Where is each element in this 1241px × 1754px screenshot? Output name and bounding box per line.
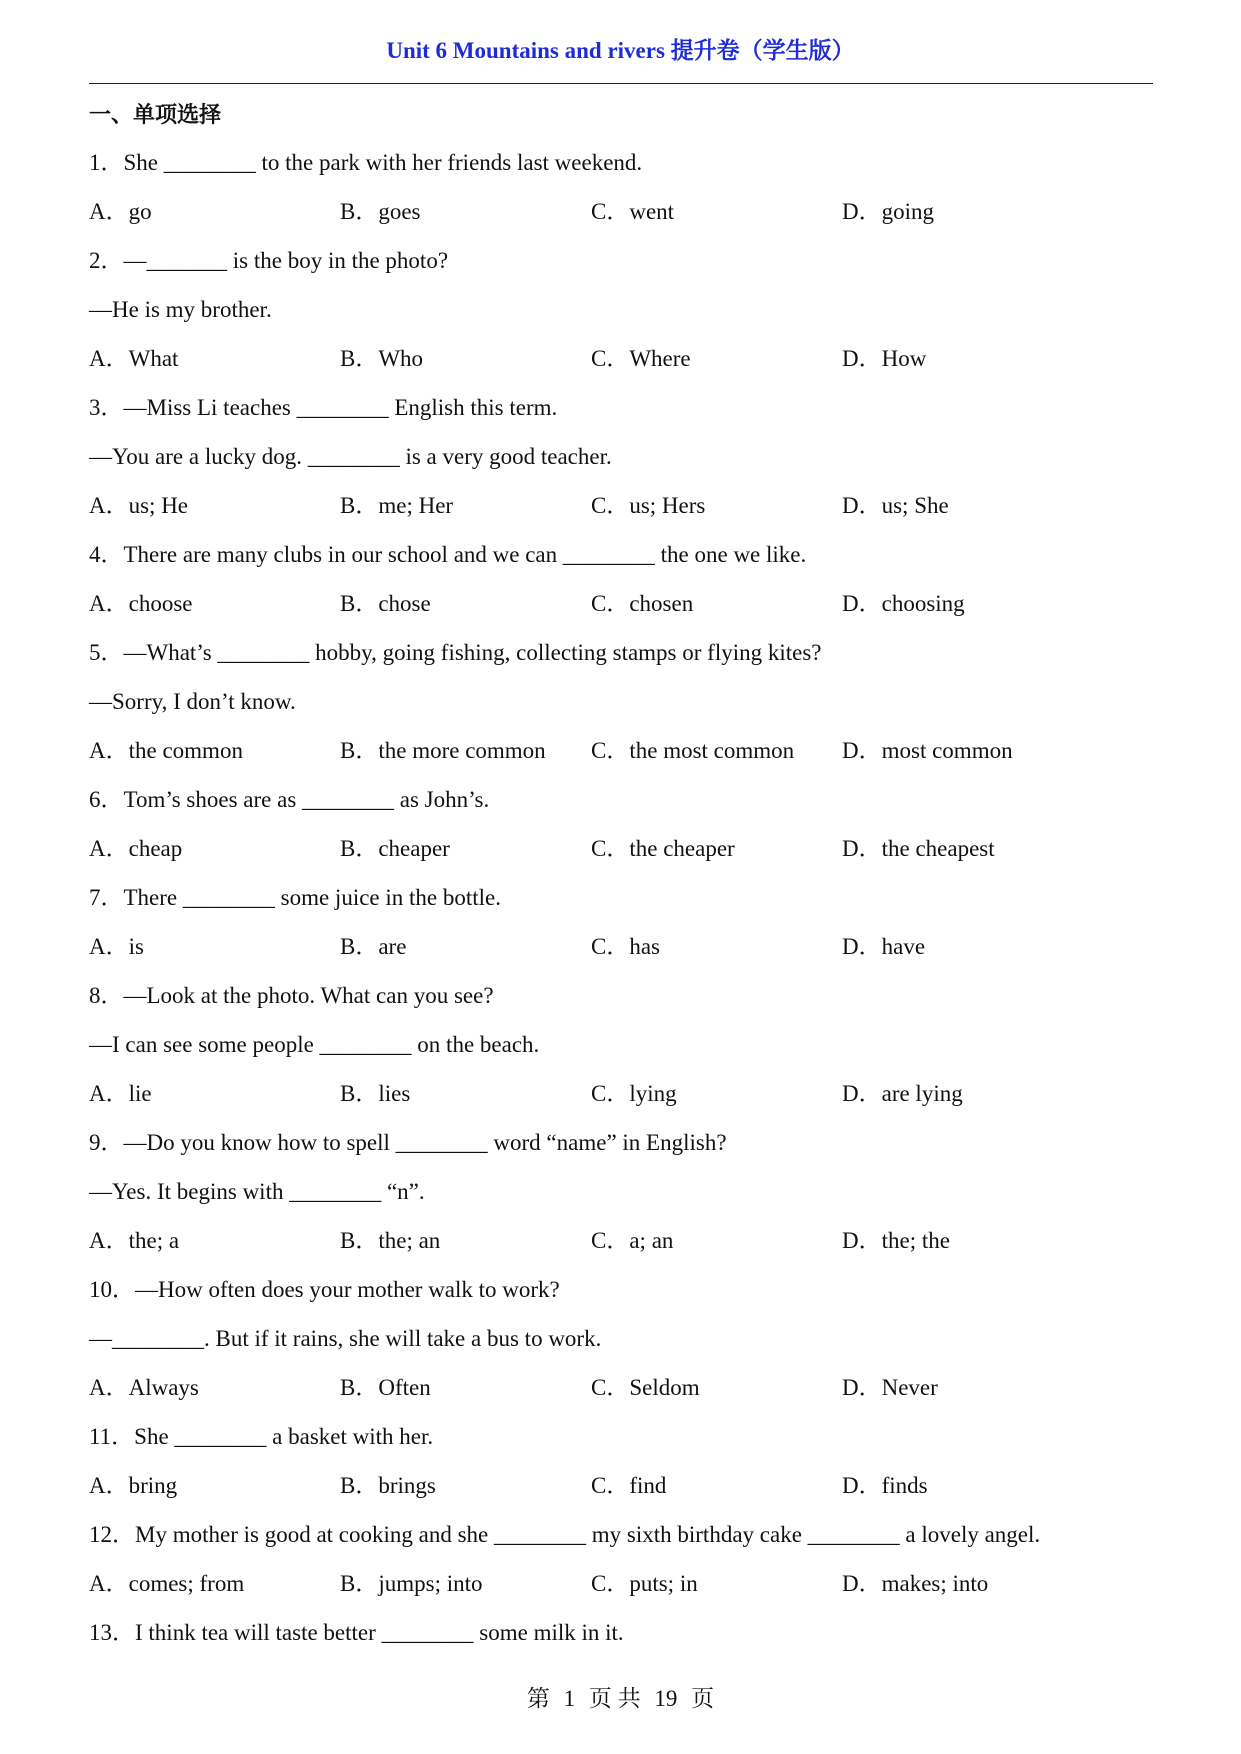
question-stem: 2．—_______ is the boy in the photo? <box>89 248 449 273</box>
question-dialogue-line: —He is my brother. <box>89 297 272 322</box>
answer-option[interactable]: C．lying <box>591 1081 677 1106</box>
answer-option[interactable]: C．has <box>591 934 660 959</box>
question-dialogue-line: —I can see some people ________ on the beach. <box>89 1032 540 1057</box>
answer-options <box>89 1559 1169 1608</box>
answer-option[interactable]: B．brings <box>340 1473 436 1498</box>
answer-option[interactable]: D．us; She <box>842 493 949 518</box>
answer-option[interactable]: C．the cheaper <box>591 836 735 861</box>
question-dialogue-line: —Yes. It begins with ________ “n”. <box>89 1179 425 1204</box>
question <box>89 628 1169 775</box>
footer-suffix: 页 <box>691 1686 715 1711</box>
footer-page-number: 1 <box>563 1686 576 1711</box>
question-stem: 7．There ________ some juice in the bottle. <box>89 885 501 910</box>
answer-option[interactable]: B．chose <box>340 591 431 616</box>
answer-option[interactable]: B．lies <box>340 1081 411 1106</box>
answer-option[interactable]: B．me; Her <box>340 493 454 518</box>
answer-option[interactable]: D．going <box>842 199 934 224</box>
answer-option[interactable]: A．the; a <box>89 1228 180 1253</box>
question-stem: 4．There are many clubs in our school and we can ________ the one we like. <box>89 542 807 567</box>
answer-option[interactable]: C．us; Hers <box>591 493 706 518</box>
answer-option[interactable]: A．Always <box>89 1375 199 1400</box>
question-stem: 5．—What’s ________ hobby, going fishing, collecting stamps or flying kites? <box>89 640 822 665</box>
question <box>89 530 1169 628</box>
answer-option[interactable]: B．the; an <box>340 1228 441 1253</box>
answer-option[interactable]: A．What <box>89 346 179 371</box>
answer-option[interactable]: A．choose <box>89 591 193 616</box>
answer-option[interactable]: D．Never <box>842 1375 938 1400</box>
answer-option[interactable]: C．Where <box>591 346 691 371</box>
answer-options <box>89 726 1169 775</box>
answer-options <box>89 1363 1169 1412</box>
question-stem: 11．She ________ a basket with her. <box>89 1424 434 1449</box>
answer-option[interactable]: A．cheap <box>89 836 183 861</box>
answer-option[interactable]: B．Often <box>340 1375 431 1400</box>
footer-prefix: 第 <box>526 1686 550 1711</box>
question-stem: 10．—How often does your mother walk to work? <box>89 1277 560 1302</box>
answer-option[interactable]: D．are lying <box>842 1081 963 1106</box>
question-list <box>89 138 1169 1657</box>
question-stem: 13．I think tea will taste better ________ some milk in it. <box>89 1620 624 1645</box>
question-stem: 12．My mother is good at cooking and she ________ my sixth birthday cake ________ a lovely angel. <box>89 1522 1041 1547</box>
answer-option[interactable]: A．the common <box>89 738 243 763</box>
answer-options <box>89 824 1169 873</box>
answer-options <box>89 1461 1169 1510</box>
question-stem: 9．—Do you know how to spell ________ word “name” in English? <box>89 1130 727 1155</box>
question <box>89 1118 1169 1265</box>
answer-option[interactable]: C．went <box>591 199 675 224</box>
answer-option[interactable]: B．are <box>340 934 407 959</box>
answer-option[interactable]: D．most common <box>842 738 1013 763</box>
answer-option[interactable]: C．puts; in <box>591 1571 698 1596</box>
header-divider <box>89 83 1153 84</box>
answer-options <box>89 481 1169 530</box>
answer-option[interactable]: B．goes <box>340 199 421 224</box>
answer-option[interactable]: D．How <box>842 346 927 371</box>
answer-option[interactable]: D．have <box>842 934 926 959</box>
question-dialogue-line: —You are a lucky dog. ________ is a very good teacher. <box>89 444 612 469</box>
question-dialogue-line: —________. But if it rains, she will take a bus to work. <box>89 1326 602 1351</box>
answer-option[interactable]: D．finds <box>842 1473 928 1498</box>
question-stem: 3．—Miss Li teaches ________ English this term. <box>89 395 558 420</box>
question-stem: 6．Tom’s shoes are as ________ as John’s. <box>89 787 490 812</box>
question <box>89 1510 1169 1608</box>
footer-middle: 页 共 <box>588 1686 641 1711</box>
answer-option[interactable]: C．chosen <box>591 591 694 616</box>
answer-option[interactable]: B．the more common <box>340 738 546 763</box>
answer-option[interactable]: A．us; He <box>89 493 189 518</box>
answer-option[interactable]: C．Seldom <box>591 1375 700 1400</box>
answer-option[interactable]: C．a; an <box>591 1228 674 1253</box>
question <box>89 1608 1169 1657</box>
answer-options <box>89 579 1169 628</box>
section-title: 一、单项选择 <box>89 103 222 128</box>
answer-option[interactable]: D．choosing <box>842 591 965 616</box>
answer-option[interactable]: A．go <box>89 199 152 224</box>
question <box>89 971 1169 1118</box>
question <box>89 138 1169 236</box>
answer-option[interactable]: D．makes; into <box>842 1571 989 1596</box>
question <box>89 775 1169 873</box>
question <box>89 1412 1169 1510</box>
question <box>89 383 1169 530</box>
answer-option[interactable]: C．find <box>591 1473 667 1498</box>
answer-option[interactable]: A．lie <box>89 1081 152 1106</box>
answer-options <box>89 334 1169 383</box>
answer-options <box>89 1069 1169 1118</box>
answer-options <box>89 1216 1169 1265</box>
question-stem: 1．She ________ to the park with her friends last weekend. <box>89 150 643 175</box>
question <box>89 236 1169 383</box>
answer-option[interactable]: A．is <box>89 934 144 959</box>
question <box>89 873 1169 971</box>
answer-options <box>89 187 1169 236</box>
answer-option[interactable]: B．Who <box>340 346 424 371</box>
answer-option[interactable]: A．comes; from <box>89 1571 245 1596</box>
footer-total-pages: 19 <box>654 1686 678 1711</box>
page-footer <box>0 1680 1241 1713</box>
question <box>89 1265 1169 1412</box>
answer-option[interactable]: B．cheaper <box>340 836 450 861</box>
question-stem: 8．—Look at the photo. What can you see? <box>89 983 494 1008</box>
answer-option[interactable]: D．the cheapest <box>842 836 995 861</box>
answer-options <box>89 922 1169 971</box>
answer-option[interactable]: B．jumps; into <box>340 1571 483 1596</box>
answer-option[interactable]: C．the most common <box>591 738 795 763</box>
document-title: Unit 6 Mountains and rivers 提升卷（学生版） <box>386 38 855 63</box>
answer-option[interactable]: D．the; the <box>842 1228 950 1253</box>
question-dialogue-line: —Sorry, I don’t know. <box>89 689 296 714</box>
answer-option[interactable]: A．bring <box>89 1473 178 1498</box>
